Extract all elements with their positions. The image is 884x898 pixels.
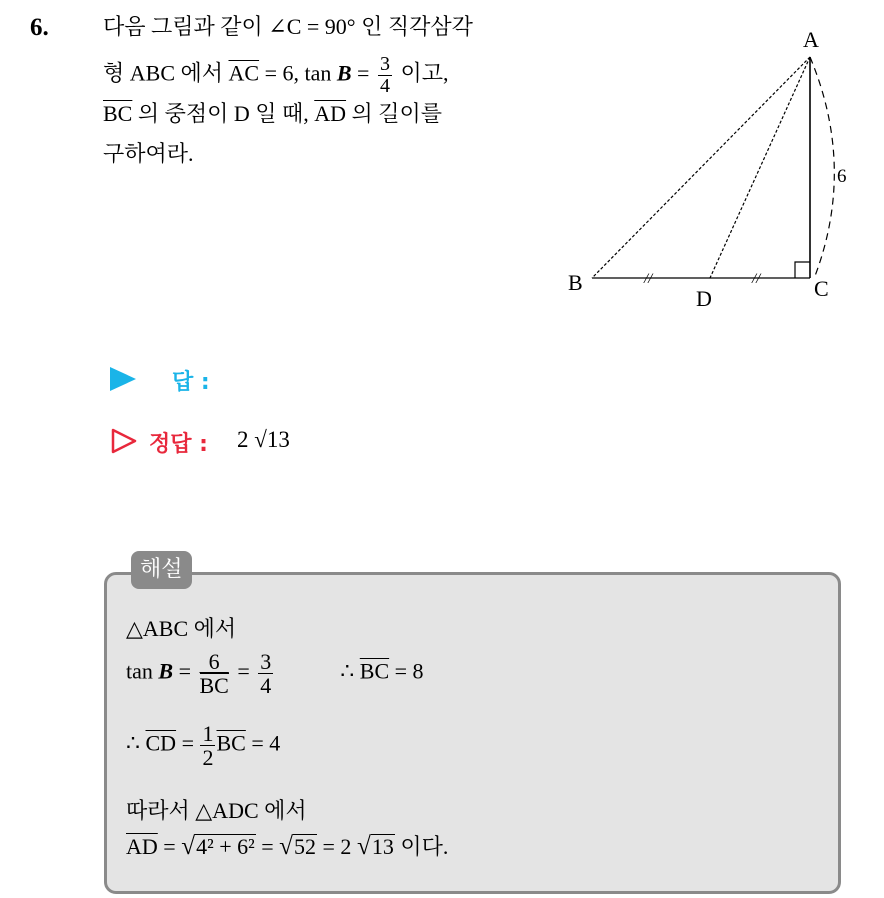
text: = 6, tan — [259, 60, 337, 86]
numerator: 3 — [379, 53, 390, 75]
segment-ad: $\overline{AD}$ — [126, 834, 158, 859]
text: = 8 — [389, 658, 424, 684]
text: = — [351, 60, 375, 86]
sqrt-13 — [357, 834, 395, 859]
numerator: 1 — [202, 721, 214, 746]
numerator: 6 — [200, 650, 229, 674]
text: 이다. — [394, 834, 449, 859]
denominator: 4 — [260, 673, 272, 699]
segment-bc: $\overline{BC}$ — [216, 730, 246, 756]
angle-b: B — [336, 60, 352, 86]
sqrt-expression — [181, 834, 256, 859]
question-line-3 — [103, 103, 442, 125]
denominator: 2 — [202, 745, 214, 771]
therefore-symbol: ∴ — [126, 730, 146, 756]
text: tan — [126, 658, 159, 684]
answer-play-icon — [110, 367, 136, 391]
answer-label: 답 : — [172, 370, 210, 395]
radical-sign: √ — [181, 832, 196, 860]
question-line-2 — [103, 54, 448, 97]
text: = — [173, 658, 197, 684]
correct-answer-value: 2 √13 — [237, 427, 290, 452]
question-number: 6. — [30, 14, 49, 41]
fraction-6-bc — [200, 650, 229, 697]
fraction-3-4 — [378, 54, 392, 97]
question-line-1: 다음 그림과 같이 ∠C = 90° 인 직각삼각 — [103, 14, 473, 39]
text: = 4 — [245, 730, 281, 756]
right-angle-mark — [795, 262, 810, 278]
text: = — [157, 834, 182, 859]
text: = — [176, 730, 200, 756]
tick-dc: // — [752, 271, 761, 287]
correct-answer-label: 정답 : — [149, 432, 208, 457]
sqrt-52 — [279, 834, 317, 859]
text: = 2 — [317, 834, 357, 859]
solution-line-5 — [126, 830, 448, 861]
text: = — [255, 834, 280, 859]
radicand: 52 — [294, 834, 317, 859]
text: 이고, — [394, 60, 449, 86]
side-ab — [592, 57, 810, 278]
text: 형 ABC 에서 — [103, 60, 229, 86]
question-line-4: 구하여라. — [103, 141, 194, 166]
correct-answer-triangle-icon — [110, 427, 138, 455]
label-b: B — [568, 270, 583, 295]
denominator: 4 — [379, 75, 390, 97]
segment-bc: $\overline{BC}$ — [103, 101, 133, 126]
radicand: 4² + 6² — [196, 834, 255, 859]
segment-ad: $\overline{AD}$ — [314, 101, 347, 126]
denominator: BC — [199, 673, 229, 699]
numerator: 3 — [260, 649, 272, 674]
length-arc — [810, 57, 834, 276]
radicand: 13 — [371, 834, 394, 859]
text: 의 중점이 D 일 때, — [132, 101, 315, 126]
radical-sign: √ — [279, 832, 294, 860]
solution-line-1: △ABC 에서 — [126, 616, 237, 641]
segment-ad-line — [710, 57, 810, 278]
text: 의 길이를 — [346, 101, 443, 126]
fraction-3-4 — [258, 650, 273, 697]
label-d: D — [696, 286, 712, 310]
solution-line-4: 따라서 △ADC 에서 — [126, 798, 307, 823]
text: = — [231, 658, 256, 684]
therefore-symbol: ∴ — [340, 658, 360, 684]
label-a: A — [803, 27, 819, 52]
solution-tag: 해설 — [131, 551, 192, 589]
solution-line-3 — [126, 722, 280, 769]
solution-line-2 — [126, 650, 424, 697]
fraction-1-2 — [200, 722, 215, 769]
segment-bc: $\overline{BC}$ — [359, 658, 390, 684]
tick-bd: // — [644, 271, 653, 287]
label-c: C — [814, 276, 829, 301]
segment-cd: $\overline{CD}$ — [145, 730, 177, 756]
angle-b: B — [158, 658, 174, 684]
triangle-diagram — [560, 20, 860, 310]
segment-ac: $\overline{AC}$ — [228, 60, 260, 86]
label-six: 6 — [837, 166, 847, 187]
radical-sign: √ — [356, 832, 371, 860]
